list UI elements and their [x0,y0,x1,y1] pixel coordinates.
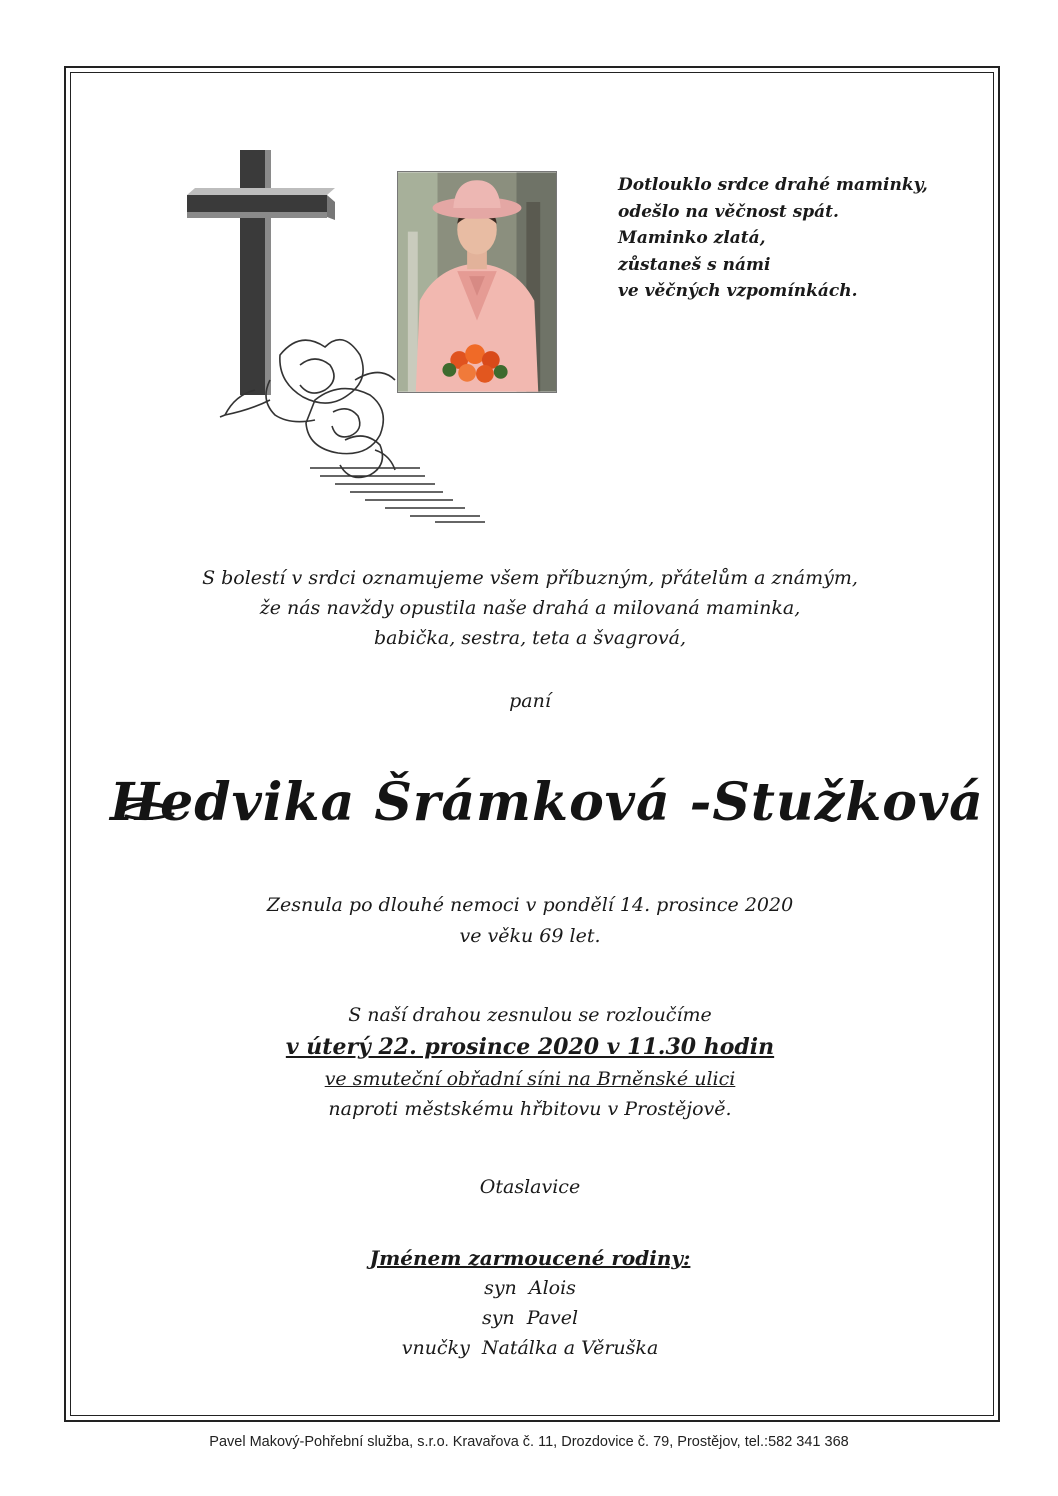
salutation: paní [509,690,551,712]
poem-line: zůstaneš s námi [618,254,771,275]
family-member: syn Pavel [481,1307,579,1329]
poem-line: Dotlouklo srdce drahé maminky, [618,175,928,195]
ceremony-info [130,1000,930,1124]
family-member: syn Alois [484,1277,576,1299]
announcement-text [130,563,930,653]
portrait-photo [397,171,557,393]
ceremony-place: ve smuteční obřadní síni na Brněnské ulici [324,1068,736,1090]
poem-line: Maminko zlatá, [618,228,766,248]
ceremony-datetime: v úterý 22. prosince 2020 v 11.30 hodin [285,1034,775,1060]
announcement-line: babička, sestra, teta a švagrová, [373,627,686,649]
memorial-poem [618,172,948,305]
family-member: vnučky Natálka a Věruška [401,1337,659,1359]
poem-line: odešlo na věčnost spát. [618,201,839,222]
death-info [130,890,930,952]
poem-line: ve věčných vzpomínkách. [618,281,858,301]
family-signature [130,1243,930,1363]
deceased-name: Hedvika Šrámková -Stužková [110,772,984,833]
announcement-line: že nás navždy opustila naše drahá a milovaná maminka, [259,597,801,619]
family-heading: Jménem zarmoucené rodiny: [369,1246,691,1270]
ceremony-place-detail: naproti městskému hřbitovu v Prostějově. [328,1098,732,1120]
death-date-line: Zesnula po dlouhé nemoci v pondělí 14. prosince 2020 [266,894,794,916]
age-line: ve věku 69 let. [459,925,601,947]
village-name: Otaslavice [479,1176,581,1198]
announcement-line: S bolestí v srdci oznamujeme všem příbuzným, přátelům a známým, [202,567,858,589]
funeral-service-footer: Pavel Makový-Pohřební služba, s.r.o. Kravařova č. 11, Drozdovice č. 79, Prostějov, tel.:582 341 368 [209,1434,849,1450]
ceremony-intro: S naší drahou zesnulou se rozloučíme [348,1004,712,1026]
